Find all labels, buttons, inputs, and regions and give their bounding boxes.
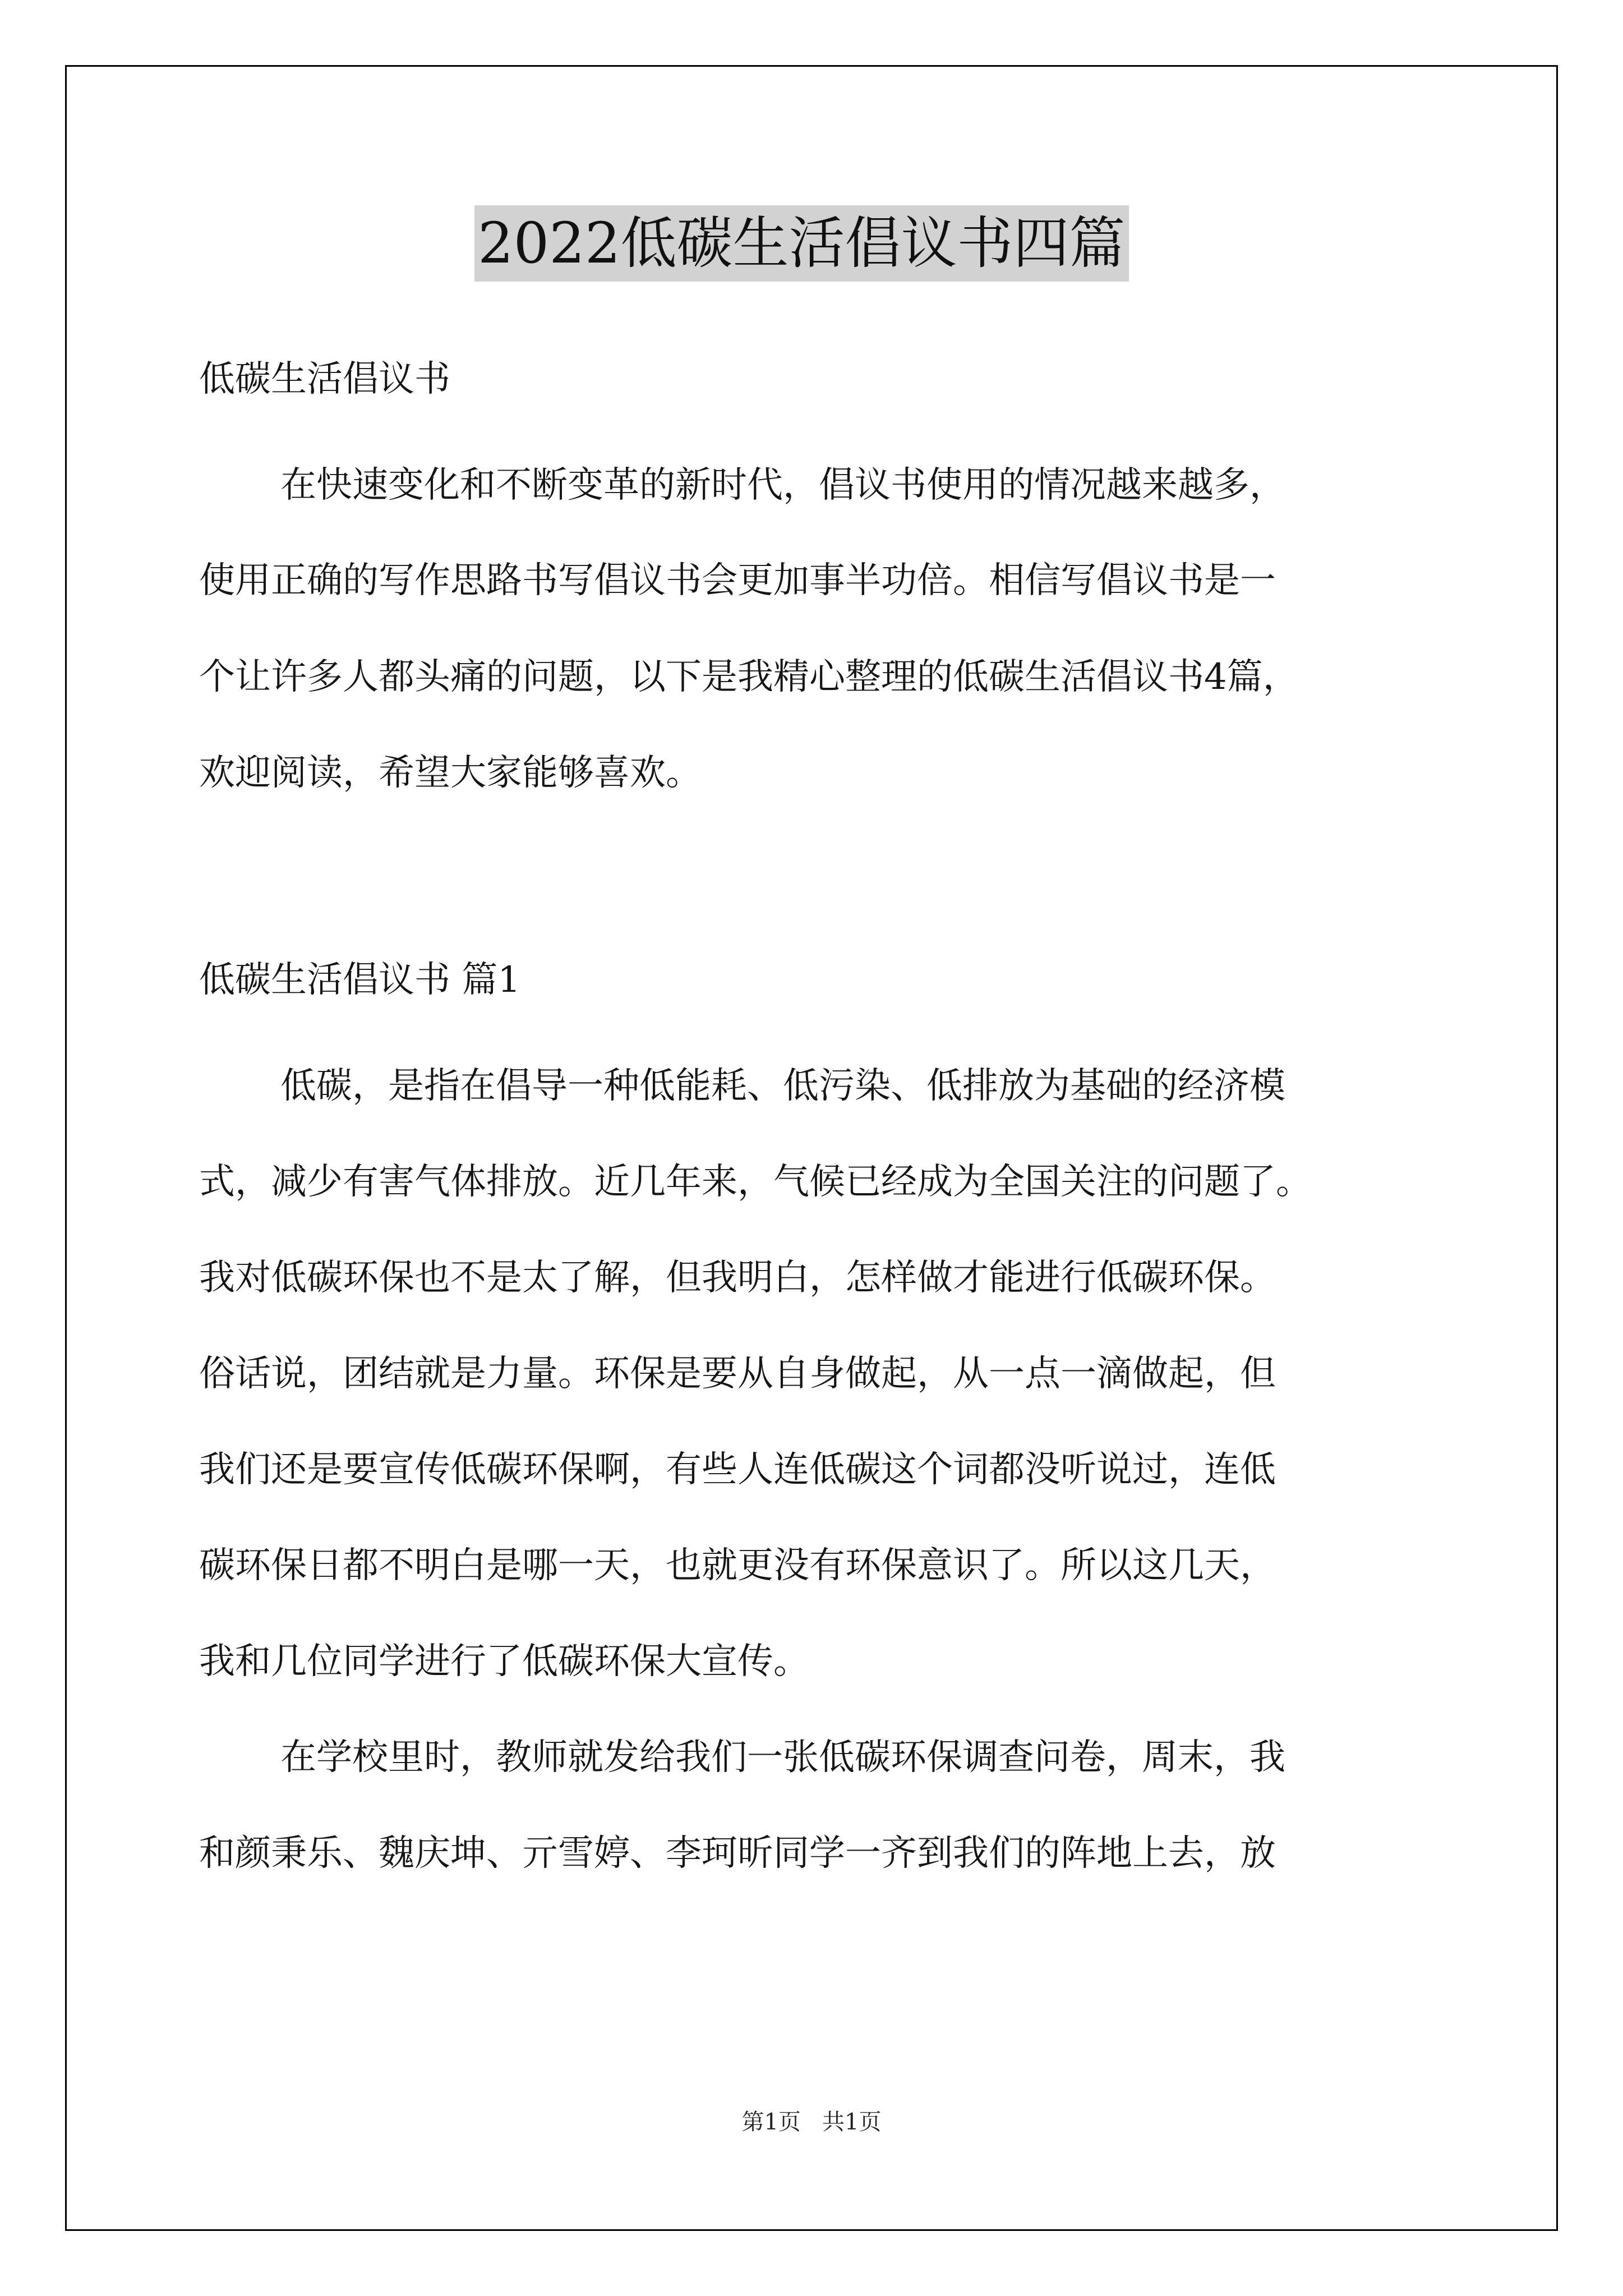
intro-line-1: 在快速变化和不断变革的新时代，倡议书使用的情况越来越多， (280, 464, 1285, 506)
section1-para1-line-4: 俗话说，团结就是力量。环保是要从自身做起，从一点一滴做起，但 (199, 1353, 1276, 1395)
section1-para1-line-2: 式，减少有害气体排放。近几年来，气候已经成为全国关注的问题了。 (199, 1161, 1312, 1203)
section1-para1-line-7: 我和几位同学进行了低碳环保大宣传。 (199, 1641, 809, 1682)
section1-para2-line-1: 在学校里时，教师就发给我们一张低碳环保调查问卷，周末，我 (280, 1737, 1285, 1778)
intro-line-3: 个让许多人都头痛的问题，以下是我精心整理的低碳生活倡议书4篇， (199, 656, 1299, 698)
section1-para1-line-1: 低碳，是指在倡导一种低能耗、低污染、低排放为基础的经济模 (280, 1065, 1285, 1107)
section1-para1-line-5: 我们还是要宣传低碳环保啊，有些人连低碳这个词都没听说过，连低 (199, 1449, 1276, 1490)
document-title: 2022低碳生活倡议书四篇 (474, 205, 1129, 282)
section1-para1-line-6: 碳环保日都不明白是哪一天，也就更没有环保意识了。所以这几天， (199, 1545, 1276, 1586)
intro-line-4: 欢迎阅读，希望大家能够喜欢。 (199, 752, 702, 794)
section1-heading: 低碳生活倡议书 篇1 (199, 959, 521, 1001)
section1-para1-line-3: 我对低碳环保也不是太了解，但我明白，怎样做才能进行低碳环保。 (199, 1257, 1276, 1299)
intro-heading: 低碳生活倡议书 (199, 358, 450, 400)
section1-para2-line-2: 和颜秉乐、魏庆坤、亓雪婷、李珂昕同学一齐到我们的阵地上去，放 (199, 1833, 1276, 1874)
intro-line-2: 使用正确的写作思路书写倡议书会更加事半功倍。相信写倡议书是一 (199, 560, 1276, 601)
page-footer: 第1页 共1页 (741, 2109, 882, 2135)
